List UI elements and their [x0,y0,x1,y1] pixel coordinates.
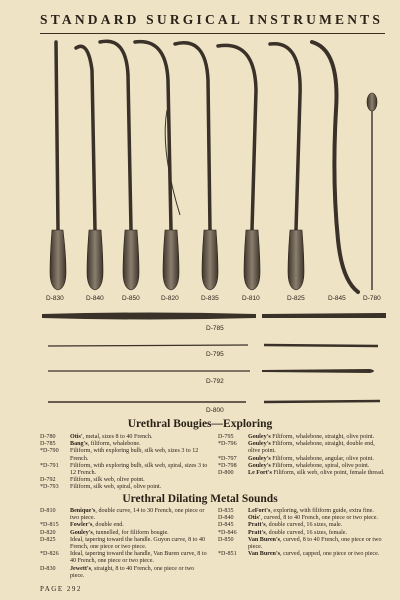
entry-name: Jewett's [70,565,91,572]
entry-code: D-820 [40,529,56,536]
entry-description: Otis', metal, sizes 8 to 40 French. [70,434,153,440]
entry-description: Pratt's, double curved, 16 sizes, female. [248,529,348,536]
sound-d840 [76,46,103,290]
entry-name: Bang's [70,441,88,448]
sound-d825 [270,44,304,290]
catalog-entry [40,551,210,565]
catalog-entry [40,484,210,491]
section2-left-list [40,508,210,580]
sound-d820 [135,42,180,290]
entry-description: Van Buren's, curved, 8 to 40 French, one piece or two piece. [248,536,382,551]
entry-description: Fowler's, double end. [70,522,124,529]
entry-description: Gouley's, tunnelled, for filiform bougie. [70,529,169,536]
sound-d845 [312,42,358,292]
catalog-entry [40,448,210,462]
fig-label: D-820 [161,295,179,302]
catalog-entry [40,530,210,537]
fig-label: D-830 [46,295,64,302]
fig-label: D-800 [206,407,224,414]
sound-d850 [100,41,139,290]
bougie-d780 [367,93,377,290]
entry-description: Gouley's Filiform, whalebone, straight, olive point. [248,434,375,440]
catalog-entry [40,508,210,522]
sound-d835 [175,43,218,290]
section1-right-list [218,434,386,477]
page-number: PAGE 292 [40,585,82,593]
sound-d810 [218,45,260,290]
bougie-d785 [42,313,386,320]
catalog-entry [218,470,386,477]
entry-name: Gouley's [248,441,271,448]
entry-code: D-830 [40,565,56,572]
entry-name: Gouley's [70,529,93,536]
entry-code: D-795 [218,434,234,440]
catalog-entry [218,508,386,515]
entry-code: D-792 [40,477,56,484]
entry-code: D-800 [218,470,234,477]
entry-description: Ideal, tapering toward the handle, Van Buren curve, 8 to 40 French, one piece or two piece. [70,551,207,565]
entry-name: Benique's [70,508,96,514]
entry-description: Jewett's, straight, 8 to 40 French, one piece or two piece. [70,565,195,579]
fig-label: D-785 [206,325,224,332]
entry-description: Filiform, with exploring bulb, silk web, spiral, sizes 3 to 12 French. [70,462,208,477]
catalog-entry [218,441,386,455]
entry-code: *D-797 [218,455,237,462]
entry-code: *D-791 [40,462,59,469]
entry-code: *D-790 [40,448,59,455]
entry-description: Gouley's Filiform, whalebone, straight, double end, olive point. [248,441,375,455]
entry-code: *D-793 [40,484,59,491]
entry-code: D-810 [40,508,56,514]
entry-name: Otis' [70,434,83,440]
sound-d830 [50,42,66,290]
bougie-d800 [48,401,380,402]
entry-description: Bang's, filiform, whalebone. [70,441,141,448]
entry-name: Van Buren's [248,536,281,543]
entry-name: Pratt's [248,529,266,536]
section-title-sounds: Urethral Dilating Metal Sounds [122,493,278,505]
catalog-entry [218,463,386,470]
bougie-d792 [48,369,374,373]
entry-description: Filiform, silk web, olive point. [70,477,145,484]
entry-name: Fowler's [70,522,93,529]
entry-name: Pratt's [248,522,266,529]
entry-code: *D-796 [218,441,237,448]
entry-name: Le Fort's [248,470,272,477]
entry-description: Pratt's, double curved, 16 sizes, male. [248,522,343,529]
entry-code: D-785 [40,441,56,448]
entry-name: Otis' [248,515,261,522]
catalog-entry [218,515,386,522]
entry-code: *D-815 [40,522,59,529]
entry-code: D-780 [40,434,56,440]
catalog-entry [40,463,210,477]
fig-label: D-792 [206,378,224,385]
fig-label: D-795 [206,351,224,358]
catalog-entry [218,456,386,463]
entry-name: Gouley's [248,462,271,469]
entry-description: Gouley's Filiform, whalebone, spiral, olive point. [248,462,370,469]
bougie-d795 [48,345,378,346]
entry-name: Gouley's [248,455,271,462]
entry-description: Ideal, tapering toward the handle. Guyon curve, 8 to 40 French, one piece or two piece. [70,536,206,551]
section1-left-list [40,434,210,492]
fig-label: D-810 [242,295,260,302]
fig-label: D-835 [201,295,219,302]
section2-right-list [218,508,386,558]
fig-label: D-850 [122,295,140,302]
entry-code: *D-826 [40,551,59,558]
fig-label: D-780 [363,295,381,302]
catalog-entry [218,530,386,537]
catalog-entry [40,537,210,551]
catalog-entry [218,551,386,558]
catalog-entry [218,522,386,529]
entry-code: *D-798 [218,462,237,469]
entry-code: D-835 [218,508,234,514]
entry-code: D-825 [40,536,56,543]
entry-code: *D-851 [218,551,237,558]
entry-code: D-840 [218,515,234,522]
entry-description: Le Fort's Filiform, silk web, olive point, female thread. [248,470,385,477]
entry-name: Gouley's [248,434,271,440]
entry-name: Van Buren's [248,551,281,558]
entry-description: LeFort's, exploring, with filiform guide, extra fine. [248,508,374,514]
entry-description: Filiform, silk web, spiral, olive point. [70,484,162,491]
entry-code: D-845 [218,522,234,529]
fig-label: D-825 [287,295,305,302]
section-title-bougies: Urethral Bougies—Exploring [127,418,273,430]
entry-description: Benique's, double curve, 14 to 30 French, one piece or two piece. [70,508,205,522]
entry-description: Otis', curved, 8 to 40 French, one piece or two piece. [248,515,378,522]
catalog-entry [40,566,210,580]
fig-label: D-845 [328,295,346,302]
page-header: STANDARD SURGICAL INSTRUMENTS [40,12,384,27]
entry-code: *D-846 [218,529,237,536]
entry-name: LeFort's [248,508,271,514]
catalog-entry [218,537,386,551]
entry-description: Filiform, with exploring bulb, silk web, sizes 3 to 12 French. [70,448,199,462]
entry-code: D-850 [218,536,234,543]
entry-description: Van Buren's, curved, capped, one piece or two piece. [248,551,380,558]
catalog-entry [40,522,210,529]
fig-label: D-840 [86,295,104,302]
entry-description: Gouley's Filiform, whalebone, angular, olive point. [248,455,374,462]
